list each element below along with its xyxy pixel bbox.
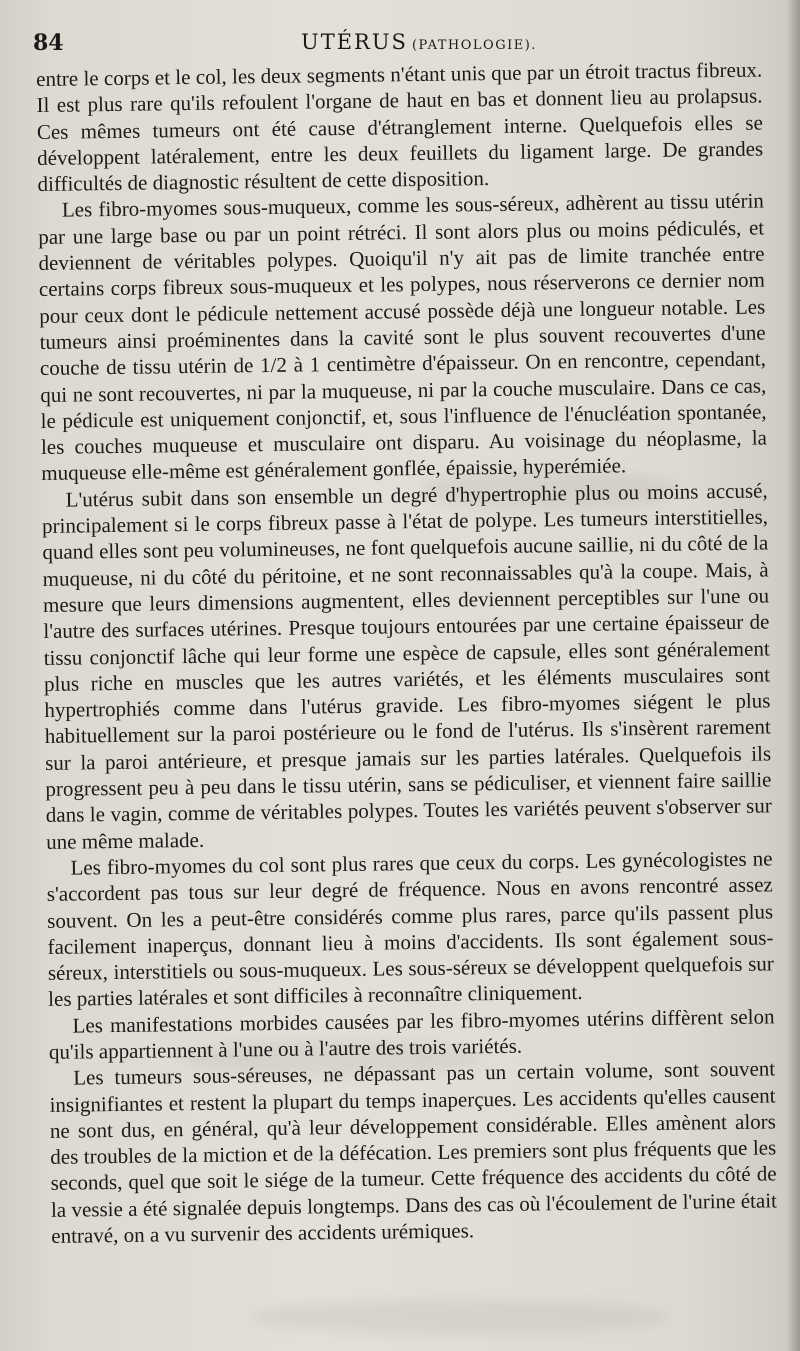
running-head	[301, 30, 537, 54]
running-head-title: UTÉRUS	[301, 30, 408, 54]
body-text	[36, 56, 777, 1249]
paragraph: Les manifestations morbides causées par les fibro-myomes utérins diffèrent selon qu'ils appartiennent à l'une ou à l'autre des trois variétés.	[48, 1004, 775, 1064]
paragraph: Les tumeurs sous-séreuses, ne dépassant pas un certain volume, sont souvent insignifiantes et restent la plupart du temps inaperçues. Les accidents qu'elles causent ne sont dus, en général, qu'à leur développement considérable. Elles amènent alors des troubles de la miction et de la défécation. Les premiers sont plus fréquents que les seconds, quel que soit le siége de la tumeur. Cette fréquence des accidents du côté de la vessie a été signalée depuis longtemps. Dans des cas où l'écoulement de l'urine était entravé, on a vu survenir des accidents urémiques.	[49, 1056, 778, 1248]
paragraph: Les fibro-myomes du col sont plus rares que ceux du corps. Les gynécologistes ne s'accordent pas tous sur leur degré de fréquence. Nous en avons rencontré assez souvent. On les a peut-être considérés comme plus rares, parce qu'ils passent plus facilement inaperçus, donnant lieu à moins d'accidents. Ils sont également sous-séreux, interstitiels ou sous-muqueux. Les sous-séreux se développent quelquefois sur les parties latérales et sont difficiles à reconnaître cliniquement.	[46, 846, 774, 1012]
bleed-through-smudge	[250, 1300, 670, 1334]
running-head-subtitle: (PATHOLOGIE).	[411, 38, 537, 53]
paragraph: L'utérus subit dans son ensemble un degré d'hypertrophie plus ou moins accusé, principalement si le corps fibreux passe à l'état de polype. Les tumeurs interstitielles, quand elles sont peu volumineuses, ne font quelquefois aucune saillie, ni du côté de la muqueuse, ni du côté du péritoine, et ne sont reconnaissables qu'à la coupe. Mais, à mesure que leurs dimensions augmentent, elles deviennent perceptibles sur l'une ou l'autre des surfaces utérines. Presque toujours entourées par une certaine épaisseur de tissu conjonctif lâche qui leur forme une espèce de capsule, elles sont généralement plus riche en muscles que les autres variétés, et les éléments musculaires sont hypertrophiés comme dans l'utérus gravide. Les fibro-myomes siégent le plus habituellement sur la paroi postérieure ou le fond de l'utérus. Ils s'insèrent rarement sur la paroi antérieure, et presque jamais sur les parties latérales. Quelquefois ils progressent peu à peu dans le tissu utérin, sans se pédiculiser, et viennent faire saillie dans le vagin, comme de véritables polypes. Toutes les variétés peuvent s'observer sur une même malade.	[41, 478, 772, 854]
paragraph: Les fibro-myomes sous-muqueux, comme les sous-séreux, adhèrent au tissu utérin par une large base ou par un point rétréci. Il sont alors plus ou moins pédiculés, et deviennent de véritables polypes. Quoiqu'il n'y ait pas de limite tranchée entre certains corps fibreux sous-muqueux et les polypes, nous réserverons ce dernier nom pour ceux dont le pédicule nettement accusé possède déjà une longueur notable. Les tumeurs ainsi proéminentes dans la cavité sont le plus souvent recouvertes d'une couche de tissu utérin de 1/2 à 1 centimètre d'épaisseur. On en rencontre, cependant, qui ne sont recouvertes, ni par la muqueuse, ni par la couche musculaire. Dans ce cas, le pédicule est uniquement conjonctif, et, sous l'influence de l'énucléation spontanée, les couches muqueuse et musculaire ont disparu. Au voisinage du néoplasme, la muqueuse elle-même est généralement gonflée, épaissie, hyperémiée.	[38, 188, 768, 486]
page-number: 84	[33, 30, 64, 56]
page-header	[33, 30, 760, 60]
paragraph: entre le corps et le col, les deux segments n'étant unis que par un étroit tractus fibreux. Il est plus rare qu'ils refoulent l'organe de haut en bas et donnent lieu au prolapsus. Ces mêmes tumeurs ont été cause d'étranglement interne. Quelquefois elles se développent latéralement, entre les deux feuillets du ligament large. De grandes difficultés de diagnostic résultent de cette disposition.	[36, 57, 764, 197]
